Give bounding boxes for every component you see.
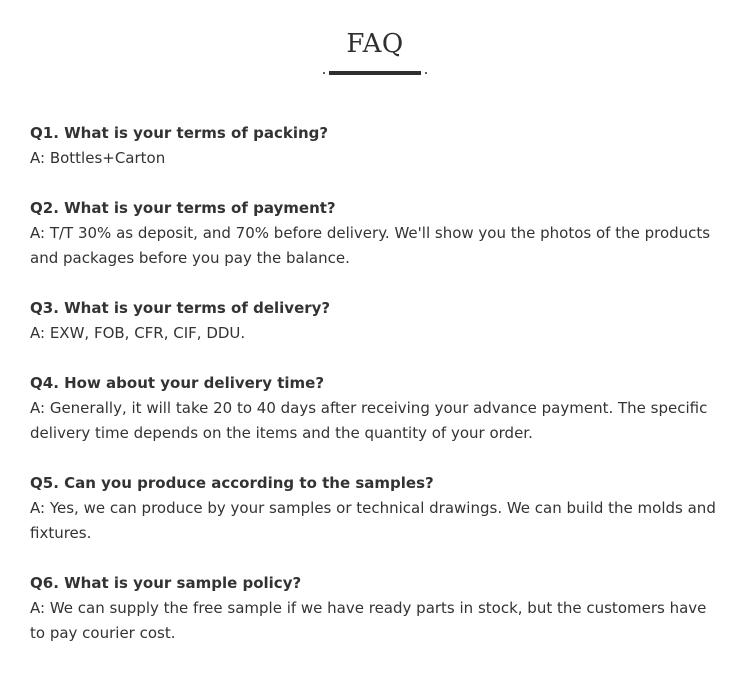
faq-item-3: [30, 296, 720, 346]
faq-item-1: [30, 121, 720, 171]
faq-answer: A: Bottles+Carton: [30, 149, 166, 167]
divider-dot-right: [425, 72, 427, 74]
title-divider: [323, 70, 427, 76]
page-title: FAQ: [346, 29, 404, 59]
faq-item-6: [30, 571, 720, 646]
faq-item-4: [30, 371, 720, 446]
faq-item-2: [30, 196, 720, 271]
faq-question: Q1. What is your terms of packing?: [30, 124, 329, 142]
faq-answer: A: EXW, FOB, CFR, CIF, DDU.: [30, 324, 246, 342]
faq-question: Q2. What is your terms of payment?: [30, 199, 336, 217]
faq-item-5: [30, 471, 720, 546]
divider-line: [329, 71, 421, 75]
faq-answer: A: T/T 30% as deposit, and 70% before delivery. We'll show you the photos of the products and packages before you pay the balance.: [30, 224, 711, 267]
faq-question: Q3. What is your terms of delivery?: [30, 299, 331, 317]
faq-answer: A: Yes, we can produce by your samples or technical drawings. We can build the molds and fixtures.: [30, 499, 716, 542]
divider-dot-left: [323, 72, 325, 74]
faq-header: [0, 28, 750, 76]
faq-list: [30, 121, 720, 671]
faq-answer: A: We can supply the free sample if we have ready parts in stock, but the customers have to pay courier cost.: [30, 599, 707, 642]
faq-answer: A: Generally, it will take 20 to 40 days after receiving your advance payment. The specific delivery time depends on the items and the quantity of your order.: [30, 399, 708, 442]
faq-question: Q5. Can you produce according to the samples?: [30, 474, 434, 492]
faq-question: Q6. What is your sample policy?: [30, 574, 302, 592]
faq-question: Q4. How about your delivery time?: [30, 374, 325, 392]
